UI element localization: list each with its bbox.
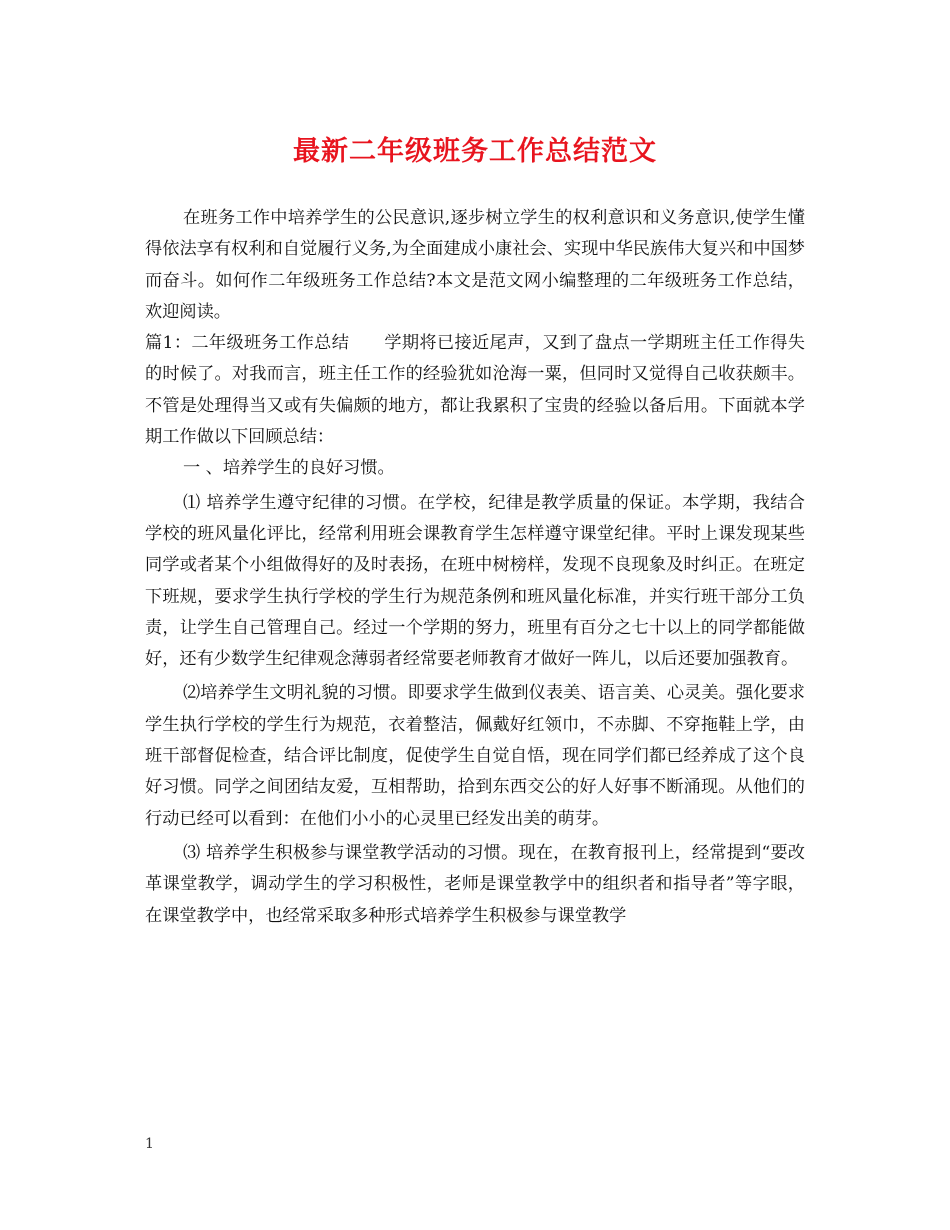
page-number: 1 (145, 1136, 154, 1152)
discipline-habit-paragraph: ⑴ 培养学生遵守纪律的习惯。在学校，纪律是教学质量的保证。本学期，我结合学校的班风量化评比，经常利用班会课教育学生怎样遵守课堂纪律。平时上课发现某些同学或者某个小组做得好的及时表扬，在班中树榜样，发现不良现象及时纠正。在班定下班规，要求学生执行学校的学生行为规范条例和班风量化标准，并实行班干部分工负责，让学生自己管理自己。经过一个学期的努力，班里有百分之七十以上的同学都能做好，还有少数学生纪律观念薄弱者经常要老师教育才做好一阵儿，以后还要加强教育。 (145, 492, 805, 670)
participation-habit-paragraph: ⑶ 培养学生积极参与课堂教学活动的习惯。现在，在教育报刊上，经常提到“要改革课堂教学，调动学生的学习积极性，老师是课堂教学中的组织者和指导者”等字眼，在课堂教学中，也经常采取多种形式培养学生积极参与课堂教学 (145, 842, 805, 926)
document-title: 最新二年级班务工作总结范文 (293, 136, 657, 167)
article-heading-paragraph: 篇1：二年级班务工作总结 学期将已接近尾声，又到了盘点一学期班主任工作得失的时候了。对我而言，班主任工作的经验犹如沧海一粟，但同时又觉得自己收获颇丰。不管是处理得当又或有失偏颇的地方，都让我累积了宝贵的经验以备后用。下面就本学期工作做以下回顾总结： (145, 333, 805, 448)
document-body (145, 203, 805, 932)
courtesy-habit-paragraph: ⑵培养学生文明礼貌的习惯。即要求学生做到仪表美、语言美、心灵美。强化要求学生执行学校的学生行为规范，衣着整洁，佩戴好红领巾，不赤脚、不穿拖鞋上学，由班干部督促检查，结合评比制度，促使学生自觉自悟，现在同学们都已经养成了这个良好习惯。同学之间团结友爱，互相帮助，拾到东西交公的好人好事不断涌现。从他们的行动已经可以看到：在他们小小的心灵里已经发出美的萌芽。 (145, 683, 805, 829)
section-heading: 一 、培养学生的良好习惯。 (183, 458, 395, 479)
intro-paragraph: 在班务工作中培养学生的公民意识,逐步树立学生的权利意识和义务意识,使学生懂得依法享有权利和自觉履行义务,为全面建成小康社会、实现中华民族伟大复兴和中国梦而奋斗。如何作二年级班务工作总结?本文是范文网小编整理的二年级班务工作总结，欢迎阅读。 (145, 208, 805, 322)
